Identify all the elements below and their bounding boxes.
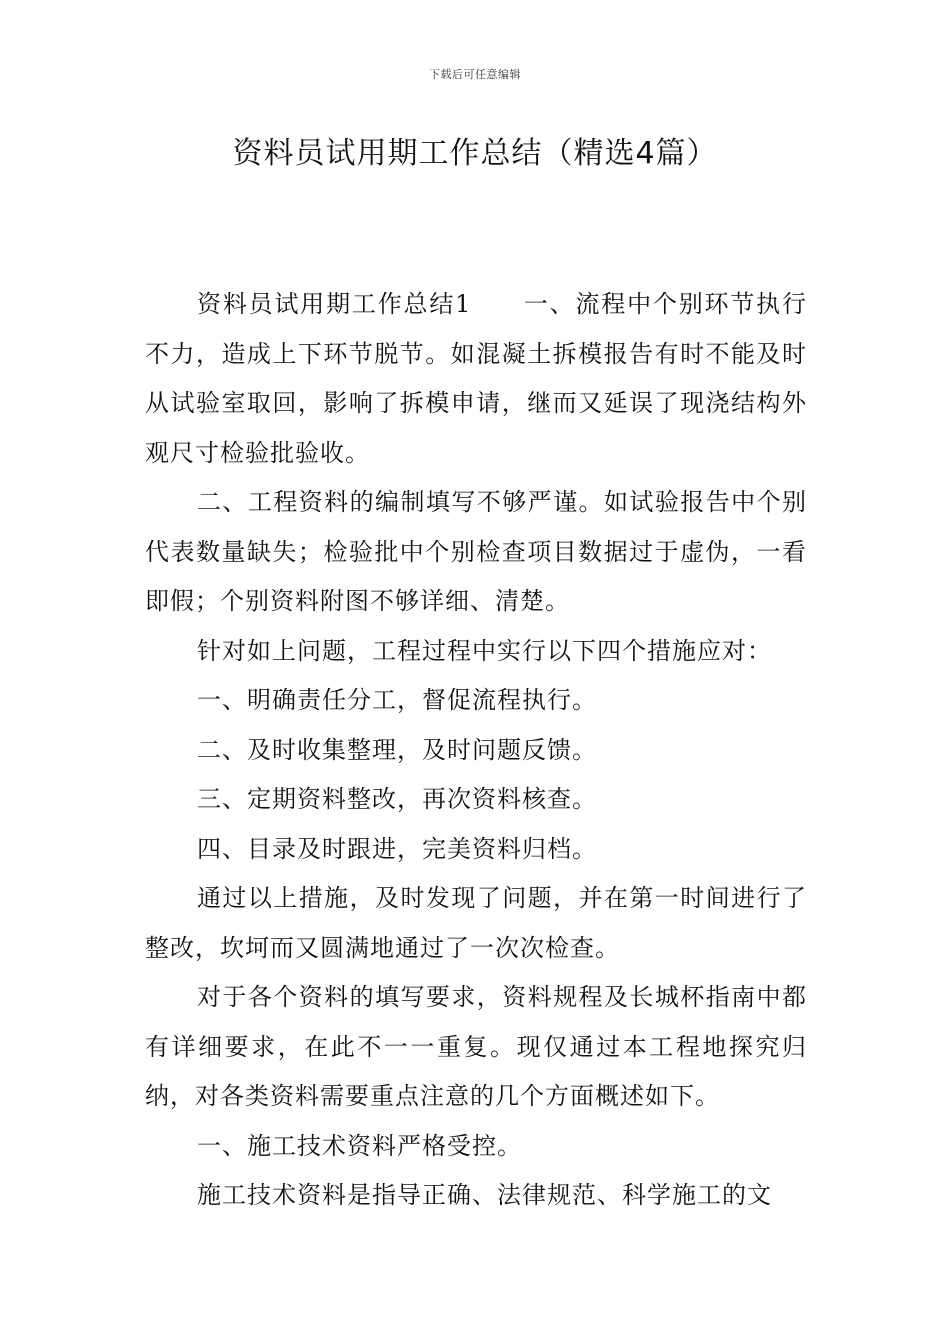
document-body — [145, 280, 807, 1221]
paragraph: 一、施工技术资料严格受控。 — [197, 1131, 522, 1160]
header-note: 下载后可任意编辑 — [429, 68, 521, 81]
document-title: 资料员试用期工作总结（精选4篇） — [232, 136, 718, 171]
paragraph: 通过以上措施，及时发现了问题，并在第一时间进行了整改，坎坷而又圆满地通过了一次次检查。 — [145, 884, 807, 962]
paragraph: 资料员试用期工作总结1 一、流程中个别环节执行不力，造成上下环节脱节。如混凝土拆模报告有时不能及时从试验室取回，影响了拆模申请，继而又延误了现浇结构外观尺寸检验批验收。 — [145, 290, 807, 467]
paragraph: 针对如上问题，工程过程中实行以下四个措施应对： — [197, 636, 772, 665]
paragraph: 四、目录及时跟进，完美资料归档。 — [197, 834, 597, 863]
paragraph: 施工技术资料是指导正确、法律规范、科学施工的文 — [197, 1181, 772, 1209]
paragraph: 对于各个资料的填写要求，资料规程及长城杯指南中都有详细要求，在此不一一重复。现仅通过本工程地探究归纳，对各类资料需要重点注意的几个方面概述如下。 — [145, 983, 807, 1110]
paragraph: 二、及时收集整理，及时问题反馈。 — [197, 735, 597, 764]
paragraph: 一、明确责任分工，督促流程执行。 — [197, 686, 597, 714]
paragraph: 二、工程资料的编制填写不够严谨。如试验报告中个别代表数量缺失；检验批中个别检查项目数据过于虚伪，一看即假；个别资料附图不够详细、清楚。 — [145, 488, 807, 615]
paragraph: 三、定期资料整改，再次资料核查。 — [197, 785, 597, 813]
